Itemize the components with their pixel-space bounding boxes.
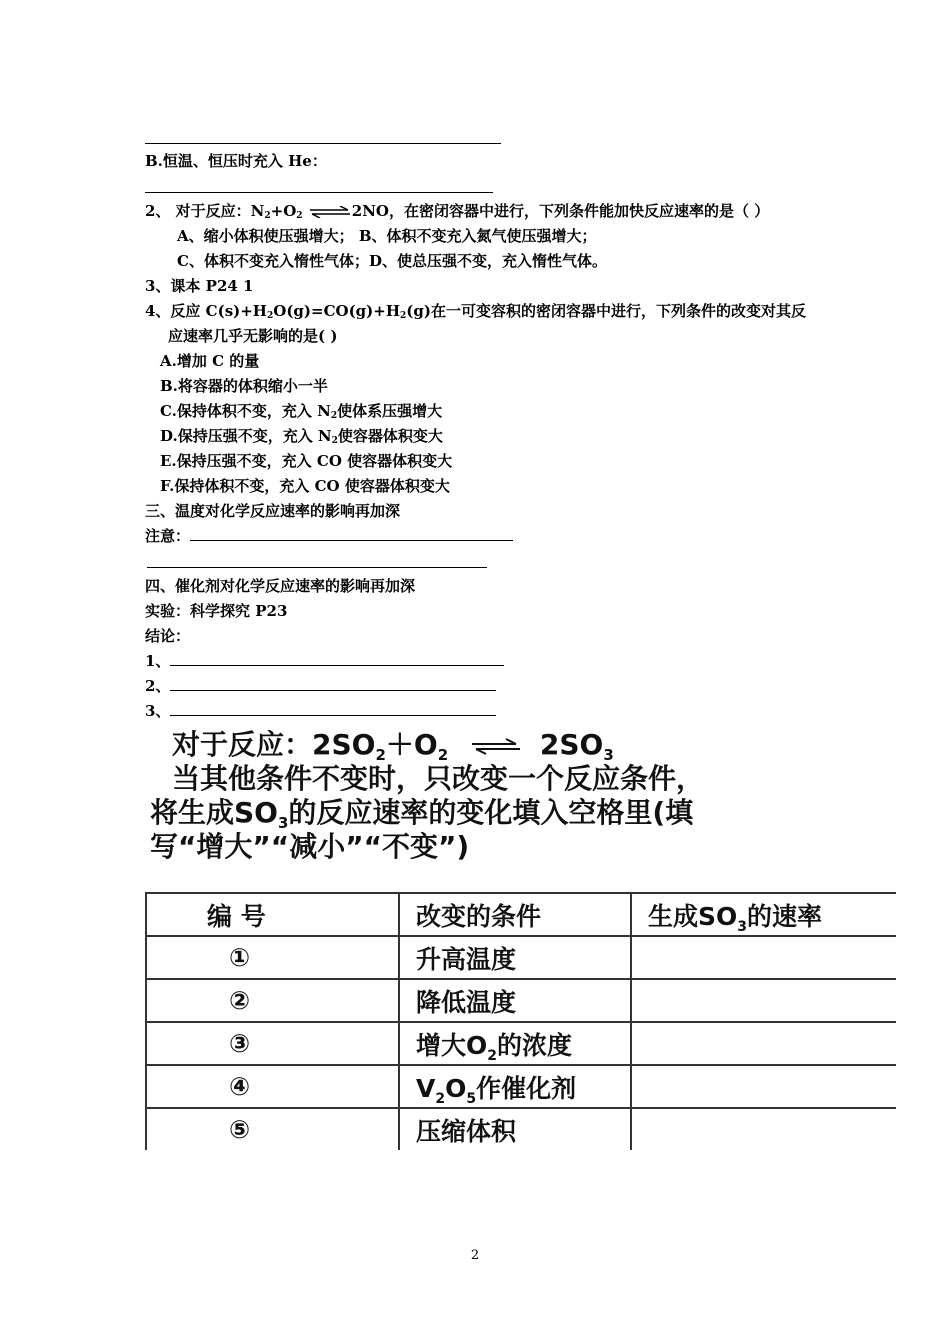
note-label: 注意： — [145, 527, 191, 545]
question-text: O(g)=CO(g)+H — [273, 302, 400, 320]
conclusion-1 — [145, 651, 504, 671]
subscript: 2 — [296, 211, 303, 221]
condition-text: 增大O — [416, 1030, 488, 1060]
row-condition: 降低温度 — [399, 979, 631, 1022]
row-condition: 压缩体积 — [399, 1108, 631, 1150]
item-number: 3、 — [145, 702, 171, 720]
item-number: 2、 — [145, 677, 171, 695]
condition-text: O — [445, 1073, 467, 1103]
option-d — [160, 426, 443, 446]
table-row — [146, 936, 896, 979]
subscript: 2 — [331, 436, 338, 446]
answer-line — [145, 143, 501, 144]
section-4-heading: 四、催化剂对化学反应速率的影响再加深 — [145, 577, 416, 595]
row-number: ① — [146, 936, 399, 979]
rate-answer-cell[interactable] — [631, 936, 896, 979]
answer-line — [170, 651, 504, 666]
answer-line — [145, 192, 493, 193]
option-f: F.保持体积不变，充入 CO 使容器体积变大 — [160, 477, 450, 495]
exercise-text: 将生成SO — [150, 796, 278, 829]
answer-line — [170, 701, 496, 716]
table-row — [146, 979, 896, 1022]
exercise-text: 2SO — [539, 728, 604, 761]
exercise-text: 对于反应：2SO — [172, 728, 376, 761]
option-e: E.保持压强不变，充入 CO 使容器体积变大 — [160, 452, 453, 470]
row-condition — [399, 1022, 631, 1065]
option-text: D.保持压强不变，充入 N — [160, 427, 332, 445]
conclusion-3 — [145, 701, 496, 721]
option-b: B.将容器的体积缩小一半 — [160, 377, 328, 395]
row-number: ② — [146, 979, 399, 1022]
column-header-rate — [631, 893, 896, 936]
question-text: +O — [270, 202, 297, 220]
subscript: 3 — [277, 814, 289, 832]
question-text: (g)在一可变容积的密闭容器中进行，下列条件的改变对其反 — [406, 302, 806, 320]
subscript: 3 — [737, 918, 748, 935]
subscript: 5 — [466, 1090, 477, 1107]
row-number: ④ — [146, 1065, 399, 1108]
option-text: 使体系压强增大 — [337, 402, 443, 420]
exercise-text: ＋O — [385, 728, 438, 761]
experiment-line: 实验：科学探究 P23 — [145, 602, 288, 620]
table-header-row — [146, 893, 896, 936]
condition-text: 的浓度 — [497, 1030, 573, 1060]
subscript: 2 — [400, 311, 407, 321]
row-number: ⑤ — [146, 1108, 399, 1150]
exercise-instruction-2 — [150, 796, 850, 830]
question-3: 3、课本 P24 1 — [145, 277, 254, 295]
question-2-options-cd: C、体积不变充入惰性气体；D、使总压强不变，充入惰性气体。 — [177, 252, 607, 270]
answer-line — [147, 567, 487, 568]
rate-table — [145, 892, 896, 1150]
table-row — [146, 1108, 896, 1150]
option-b-helium: B.恒温、恒压时充入 He： — [145, 152, 327, 170]
table-row — [146, 1065, 896, 1108]
question-4-line-2: 应速率几乎无影响的是( ) — [168, 327, 338, 345]
table-row — [146, 1022, 896, 1065]
row-condition: 升高温度 — [399, 936, 631, 979]
question-text: 4、反应 C(s)+H — [145, 302, 267, 320]
option-c — [160, 401, 442, 421]
answer-line — [190, 526, 513, 541]
subscript: 3 — [603, 746, 614, 764]
exercise-instruction-3: 写“增大”“减小”“不变”) — [150, 830, 470, 863]
question-4 — [145, 301, 806, 321]
subscript: 2 — [437, 746, 449, 764]
page-number: 2 — [470, 1248, 480, 1263]
row-condition — [399, 1065, 631, 1108]
column-header-condition: 改变的条件 — [399, 893, 631, 936]
row-number: ③ — [146, 1022, 399, 1065]
section-3-heading: 三、温度对化学反应速率的影响再加深 — [145, 502, 401, 520]
rate-answer-cell[interactable] — [631, 1022, 896, 1065]
subscript: 2 — [487, 1047, 498, 1064]
equilibrium-arrow-icon — [308, 206, 352, 218]
question-text: 2NO，在密闭容器中进行，下列条件能加快反应速率的是（ ） — [351, 202, 770, 220]
subscript: 2 — [266, 311, 274, 321]
option-text: C.保持体积不变，充入 N — [160, 402, 331, 420]
question-2 — [145, 201, 769, 221]
subscript: 2 — [435, 1090, 446, 1107]
exercise-reaction-line — [150, 728, 850, 762]
exercise-image-block — [150, 728, 850, 864]
option-text: 使容器体积变大 — [337, 427, 443, 445]
condition-text: V — [416, 1073, 436, 1103]
rate-answer-cell[interactable] — [631, 1108, 896, 1150]
column-header-number: 编 号 — [146, 893, 399, 936]
exercise-text: 的反应速率的变化填入空格里(填 — [288, 796, 694, 829]
rate-answer-cell[interactable] — [631, 979, 896, 1022]
question-number: 2、 — [145, 202, 171, 220]
subscript: 2 — [264, 211, 271, 221]
equilibrium-arrow-icon — [468, 736, 530, 756]
answer-line — [170, 676, 496, 691]
conclusion-label: 结论： — [145, 627, 191, 645]
item-number: 1、 — [145, 652, 171, 670]
exercise-instruction-1: 当其他条件不变时，只改变一个反应条件， — [172, 762, 705, 795]
conclusion-2 — [145, 676, 496, 696]
note-line — [145, 526, 513, 546]
subscript: 2 — [330, 411, 338, 421]
question-text: 对于反应：N — [170, 202, 265, 220]
condition-text: 作催化剂 — [476, 1073, 577, 1103]
subscript: 2 — [375, 746, 386, 764]
rate-answer-cell[interactable] — [631, 1065, 896, 1108]
header-text: 的速率 — [747, 901, 823, 931]
header-text: 生成SO — [648, 901, 738, 931]
option-a: A.增加 C 的量 — [160, 352, 260, 370]
question-2-options-ab: A、缩小体积使压强增大； B、体积不变充入氮气使压强增大； — [177, 227, 597, 245]
